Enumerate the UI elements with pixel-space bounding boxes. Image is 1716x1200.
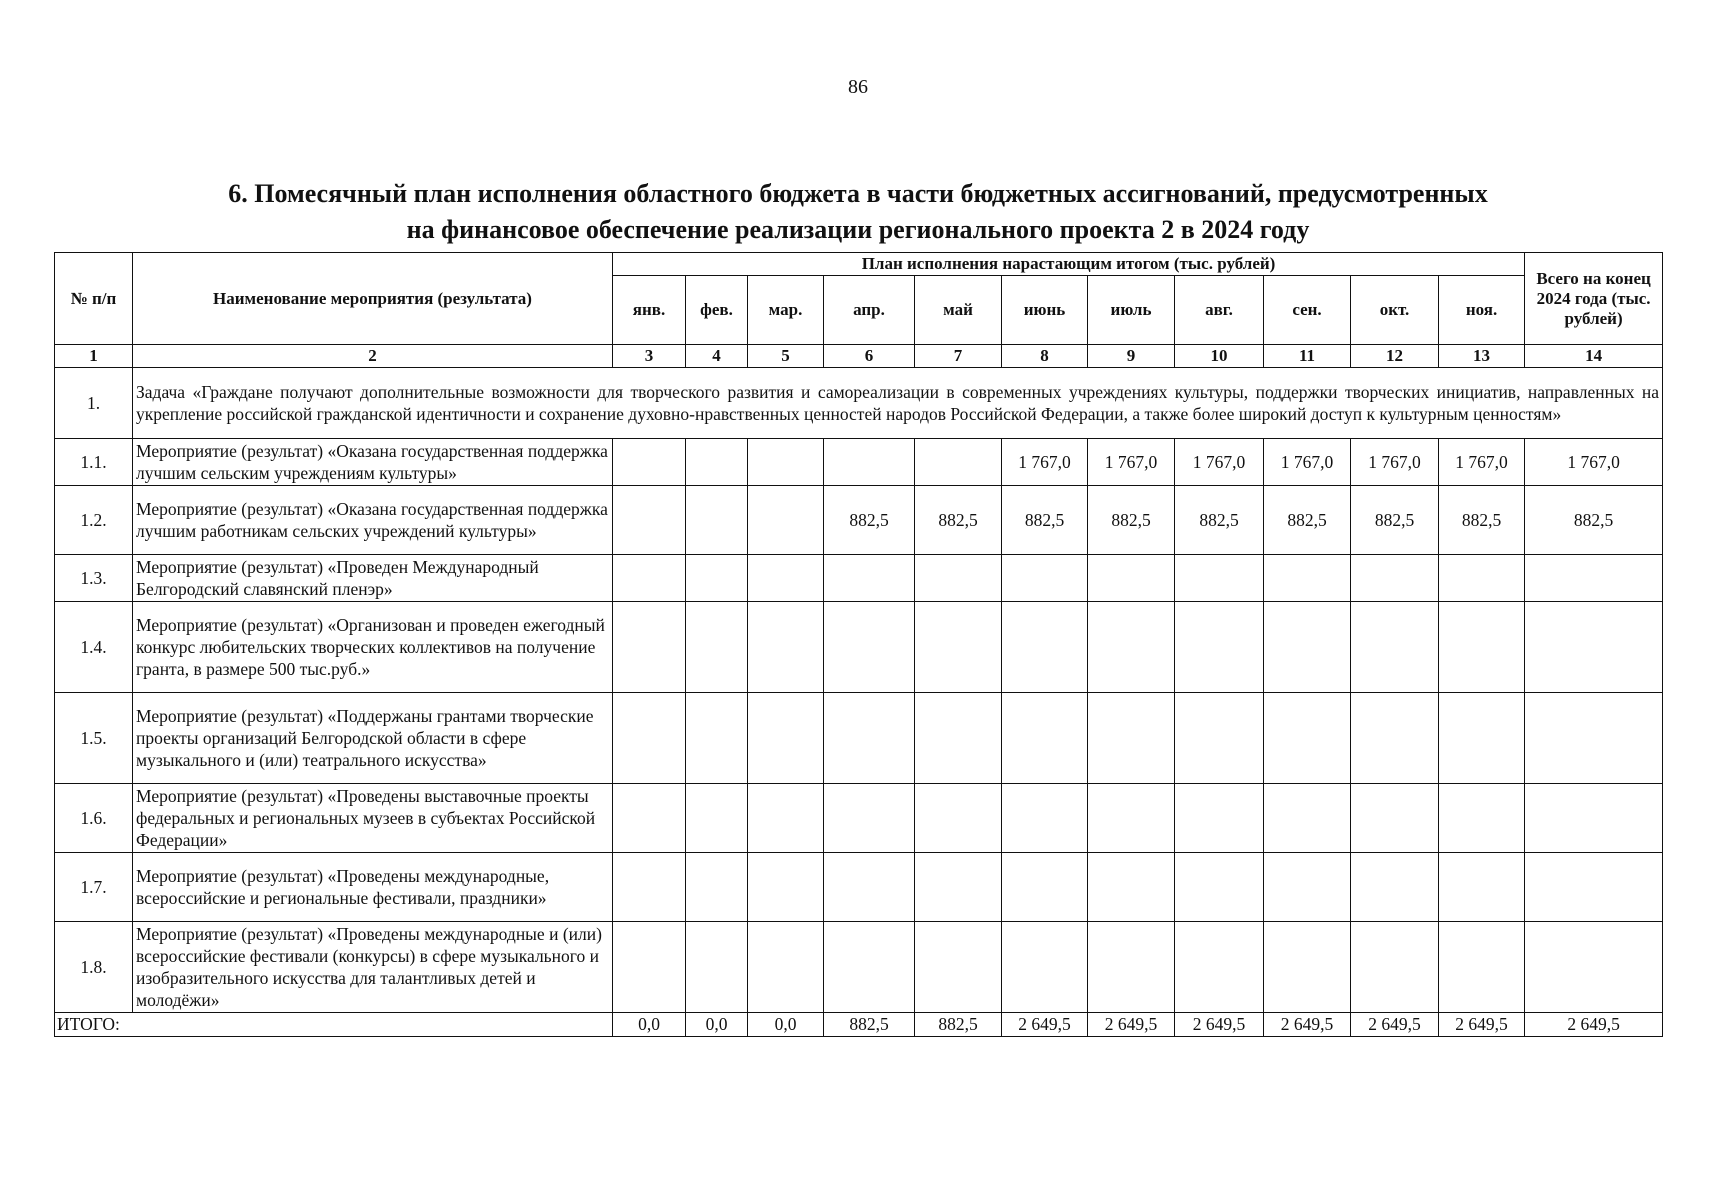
cell-value	[613, 784, 686, 853]
column-number: 14	[1525, 345, 1663, 368]
cell-value	[748, 853, 824, 922]
column-number: 13	[1439, 345, 1525, 368]
total-value: 882,5	[824, 1013, 915, 1037]
total-value: 882,5	[915, 1013, 1002, 1037]
cell-total	[1525, 784, 1663, 853]
header-month: авг.	[1175, 276, 1264, 345]
header-plan-group: План исполнения нарастающим итогом (тыс. рублей)	[613, 253, 1525, 276]
cell-total	[1525, 853, 1663, 922]
cell-value	[613, 555, 686, 602]
cell-value	[686, 486, 748, 555]
cell-value	[1175, 693, 1264, 784]
cell-value	[748, 922, 824, 1013]
header-month: июнь	[1002, 276, 1088, 345]
cell-value	[1264, 555, 1351, 602]
cell-value	[1175, 555, 1264, 602]
cell-value	[1439, 602, 1525, 693]
task-row	[55, 368, 1663, 439]
cell-total: 1 767,0	[1525, 439, 1663, 486]
header-row-1	[55, 253, 1663, 276]
cell-value	[1351, 555, 1439, 602]
row-num: 1.7.	[55, 853, 133, 922]
cell-value: 1 767,0	[1351, 439, 1439, 486]
cell-value	[686, 602, 748, 693]
column-number: 8	[1002, 345, 1088, 368]
cell-value	[1175, 853, 1264, 922]
header-month: июль	[1088, 276, 1175, 345]
cell-value	[1264, 922, 1351, 1013]
row-name: Мероприятие (результат) «Проведен Международный Белгородский славянский пленэр»	[133, 555, 613, 602]
row-name: Мероприятие (результат) «Организован и проведен ежегодный конкурс любительских творческих коллективов на получение гранта, в размере 500 тыс.руб.»	[133, 602, 613, 693]
cell-value	[915, 784, 1002, 853]
row-num: 1.5.	[55, 693, 133, 784]
header-month: ноя.	[1439, 276, 1525, 345]
cell-value	[824, 853, 915, 922]
row-num: 1.8.	[55, 922, 133, 1013]
cell-value	[915, 602, 1002, 693]
cell-value: 1 767,0	[1439, 439, 1525, 486]
cell-value	[1439, 784, 1525, 853]
column-number: 10	[1175, 345, 1264, 368]
row-num: 1.1.	[55, 439, 133, 486]
cell-value	[748, 602, 824, 693]
cell-value	[1002, 853, 1088, 922]
cell-value	[1351, 602, 1439, 693]
cell-value	[824, 693, 915, 784]
total-value: 2 649,5	[1439, 1013, 1525, 1037]
title-line-1: 6. Помесячный план исполнения областного бюджета в части бюджетных ассигнований, предусмотренных	[228, 179, 1488, 208]
cell-value	[1088, 853, 1175, 922]
total-value: 2 649,5	[1088, 1013, 1175, 1037]
column-number: 6	[824, 345, 915, 368]
cell-value	[915, 853, 1002, 922]
cell-value	[686, 784, 748, 853]
cell-total	[1525, 602, 1663, 693]
header-month: окт.	[1351, 276, 1439, 345]
cell-value	[1002, 555, 1088, 602]
task-text: Задача «Граждане получают дополнительные возможности для творческого развития и самореализации в современных учреждениях культуры, поддержки творческих инициатив, направленных на укрепление российской гражданской идентичности и сохранение духовно-нравственных ценностей народов Российской Федерации, а также более широкий доступ к культурным ценностям»	[133, 368, 1663, 439]
page-number: 86	[848, 76, 868, 98]
row-num: 1.4.	[55, 602, 133, 693]
cell-value	[1439, 853, 1525, 922]
row-num: 1.6.	[55, 784, 133, 853]
cell-value	[613, 602, 686, 693]
cell-value	[686, 555, 748, 602]
cell-value	[824, 784, 915, 853]
row-name: Мероприятие (результат) «Оказана государственная поддержка лучшим сельским учреждениям культуры»	[133, 439, 613, 486]
cell-value	[1175, 602, 1264, 693]
cell-value	[1175, 922, 1264, 1013]
cell-value	[824, 922, 915, 1013]
row-name: Мероприятие (результат) «Оказана государственная поддержка лучшим работникам сельских учреждений культуры»	[133, 486, 613, 555]
cell-total: 882,5	[1525, 486, 1663, 555]
cell-value: 882,5	[1002, 486, 1088, 555]
row-num: 1.2.	[55, 486, 133, 555]
cell-total	[1525, 555, 1663, 602]
cell-value: 882,5	[1351, 486, 1439, 555]
cell-value	[1264, 602, 1351, 693]
document-title	[60, 176, 1656, 248]
cell-value	[1002, 602, 1088, 693]
cell-value	[1439, 555, 1525, 602]
cell-value	[1439, 922, 1525, 1013]
cell-value: 882,5	[1175, 486, 1264, 555]
row-name: Мероприятие (результат) «Проведены выставочные проекты федеральных и региональных музеев в субъектах Российской Федерации»	[133, 784, 613, 853]
table-row	[55, 555, 1663, 602]
total-row	[55, 1013, 1663, 1037]
header-month: янв.	[613, 276, 686, 345]
column-number: 12	[1351, 345, 1439, 368]
cell-value	[613, 853, 686, 922]
cell-value	[686, 439, 748, 486]
task-num: 1.	[55, 368, 133, 439]
total-label: ИТОГО:	[55, 1013, 613, 1037]
cell-value: 1 767,0	[1175, 439, 1264, 486]
cell-value: 1 767,0	[1002, 439, 1088, 486]
cell-value	[1264, 784, 1351, 853]
cell-value	[1175, 784, 1264, 853]
cell-value	[1088, 922, 1175, 1013]
cell-value	[824, 555, 915, 602]
cell-value	[1002, 922, 1088, 1013]
row-name: Мероприятие (результат) «Проведены международные, всероссийские и региональные фестивали, праздники»	[133, 853, 613, 922]
cell-value	[613, 439, 686, 486]
column-number: 11	[1264, 345, 1351, 368]
title-line-2: на финансовое обеспечение реализации регионального проекта 2 в 2024 году	[406, 215, 1310, 244]
cell-total	[1525, 922, 1663, 1013]
row-name: Мероприятие (результат) «Поддержаны грантами творческие проекты организаций Белгородской области в сфере музыкального и (или) театрального искусства»	[133, 693, 613, 784]
cell-value	[748, 486, 824, 555]
cell-value	[1088, 602, 1175, 693]
total-value: 2 649,5	[1002, 1013, 1088, 1037]
header-month: май	[915, 276, 1002, 345]
cell-total	[1525, 693, 1663, 784]
cell-value	[1002, 784, 1088, 853]
column-number: 4	[686, 345, 748, 368]
table-row	[55, 853, 1663, 922]
cell-value	[1351, 693, 1439, 784]
cell-value	[613, 693, 686, 784]
column-number: 9	[1088, 345, 1175, 368]
cell-value	[748, 439, 824, 486]
cell-value	[1351, 853, 1439, 922]
cell-value: 882,5	[1264, 486, 1351, 555]
header-name: Наименование мероприятия (результата)	[133, 253, 613, 345]
cell-value	[1264, 853, 1351, 922]
cell-value: 1 767,0	[1088, 439, 1175, 486]
cell-value	[915, 922, 1002, 1013]
cell-value	[915, 439, 1002, 486]
header-month: сен.	[1264, 276, 1351, 345]
header-month: фев.	[686, 276, 748, 345]
total-grand: 2 649,5	[1525, 1013, 1663, 1037]
cell-value: 882,5	[1439, 486, 1525, 555]
total-value: 2 649,5	[1175, 1013, 1264, 1037]
table-row	[55, 784, 1663, 853]
cell-value	[686, 922, 748, 1013]
header-total: Всего на конец 2024 года (тыс. рублей)	[1525, 253, 1663, 345]
column-number: 7	[915, 345, 1002, 368]
cell-value	[915, 555, 1002, 602]
total-value: 0,0	[613, 1013, 686, 1037]
column-number: 2	[133, 345, 613, 368]
cell-value	[748, 693, 824, 784]
cell-value	[824, 602, 915, 693]
total-value: 0,0	[686, 1013, 748, 1037]
cell-value	[1351, 922, 1439, 1013]
cell-value	[1088, 555, 1175, 602]
cell-value: 882,5	[824, 486, 915, 555]
total-value: 2 649,5	[1264, 1013, 1351, 1037]
header-month: мар.	[748, 276, 824, 345]
table-row	[55, 602, 1663, 693]
row-name: Мероприятие (результат) «Проведены международные и (или) всероссийские фестивали (конкурсы) в сфере музыкального и изобразительного искусства для талантливых детей и молодёжи»	[133, 922, 613, 1013]
budget-plan-table	[54, 252, 1663, 1037]
cell-value	[1088, 693, 1175, 784]
table-row	[55, 693, 1663, 784]
cell-value	[1088, 784, 1175, 853]
cell-value	[1351, 784, 1439, 853]
cell-value	[1002, 693, 1088, 784]
cell-value	[748, 555, 824, 602]
header-month: апр.	[824, 276, 915, 345]
cell-value: 1 767,0	[1264, 439, 1351, 486]
total-value: 2 649,5	[1351, 1013, 1439, 1037]
total-value: 0,0	[748, 1013, 824, 1037]
cell-value	[686, 693, 748, 784]
cell-value	[686, 853, 748, 922]
table-row	[55, 486, 1663, 555]
cell-value	[1264, 693, 1351, 784]
cell-value	[748, 784, 824, 853]
column-number: 1	[55, 345, 133, 368]
cell-value: 882,5	[1088, 486, 1175, 555]
cell-value	[1439, 693, 1525, 784]
cell-value	[824, 439, 915, 486]
column-number-row	[55, 345, 1663, 368]
column-number: 3	[613, 345, 686, 368]
table-row	[55, 439, 1663, 486]
cell-value	[613, 922, 686, 1013]
cell-value: 882,5	[915, 486, 1002, 555]
cell-value	[915, 693, 1002, 784]
table-row	[55, 922, 1663, 1013]
row-num: 1.3.	[55, 555, 133, 602]
column-number: 5	[748, 345, 824, 368]
cell-value	[613, 486, 686, 555]
header-num: № п/п	[55, 253, 133, 345]
